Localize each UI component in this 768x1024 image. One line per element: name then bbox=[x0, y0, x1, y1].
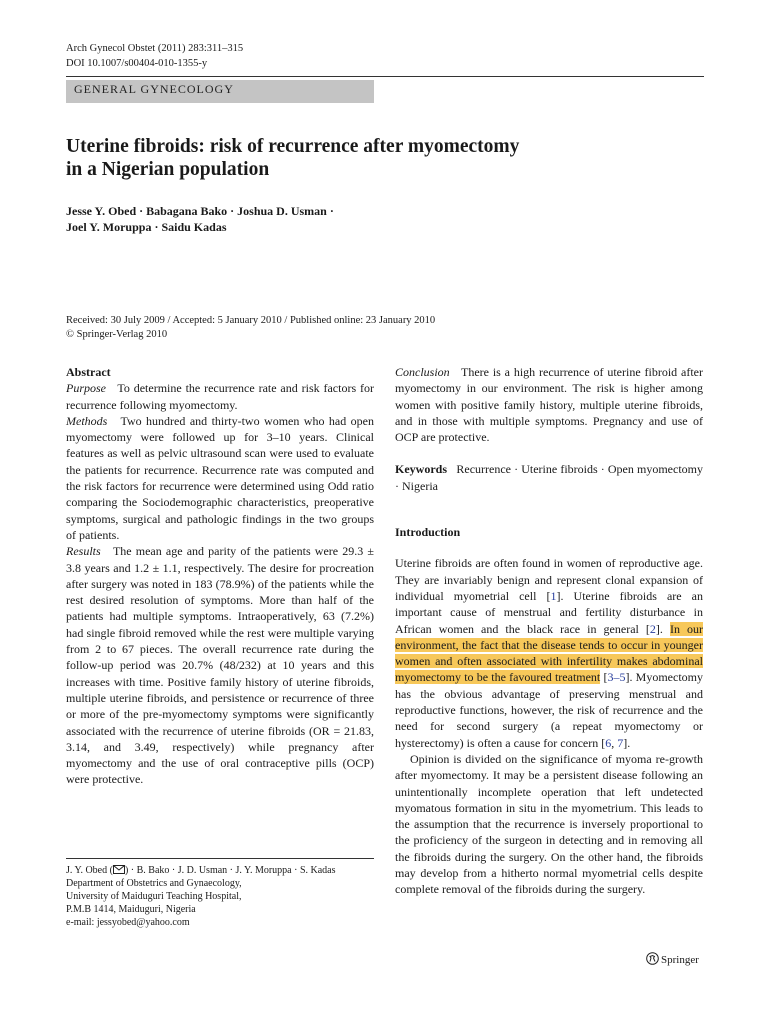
intro-text: Uterine fibroids are often found in women of reproductive age. They are invariably benign and represent clonal expansion of individual myometrial cell [ bbox=[395, 556, 703, 603]
intro-text: , bbox=[611, 735, 618, 750]
envelope-icon bbox=[113, 865, 125, 874]
intro-text: ]. bbox=[623, 735, 631, 750]
author-email[interactable]: e-mail: jessyobed@yahoo.com bbox=[66, 917, 190, 928]
publisher-logo bbox=[646, 952, 699, 967]
journal-header bbox=[66, 41, 243, 71]
intro-text: ]. Uterine fibroids are an important cause of menstrual and fertility disturbance in African women and the black race in general [ bbox=[395, 588, 703, 636]
title-line-2: in a Nigerian population bbox=[66, 159, 270, 180]
footnote-line-2: Department of Obstetrics and Gynaecology, bbox=[66, 878, 242, 889]
title-line-1: Uterine fibroids: risk of recurrence after myomectomy bbox=[66, 136, 520, 157]
article-title bbox=[66, 135, 686, 181]
footnote-line-4: P.M.B 1414, Maiduguri, Nigeria bbox=[66, 904, 196, 915]
authors-line-1: Jesse Y. Obed · Babagana Bako · Joshua D. Usman · bbox=[66, 204, 334, 218]
footnote-line-1 bbox=[66, 864, 374, 877]
journal-citation: Arch Gynecol Obstet (2011) 283:311–315 bbox=[66, 43, 244, 54]
dates-line: Received: 30 July 2009 / Accepted: 5 January 2010 / Published online: 23 January 2010 bbox=[66, 315, 436, 326]
purpose-text: To determine the recurrence rate and risk factors for recurrence following myomectomy. bbox=[66, 381, 374, 412]
results-label: Results bbox=[66, 544, 101, 559]
keywords-label: Keywords bbox=[395, 462, 447, 477]
intro-text: ]. bbox=[655, 621, 670, 636]
reference-link[interactable]: 1 bbox=[550, 588, 557, 603]
abstract-methods bbox=[66, 413, 374, 543]
abstract-column bbox=[66, 364, 374, 788]
keywords-text: Recurrence · Uterine fibroids · Open myomectomy · Nigeria bbox=[395, 462, 703, 493]
keywords bbox=[395, 461, 703, 494]
results-text: The mean age and parity of the patients were 29.3 ± 3.8 years and 1.2 ± 1.1, respectively. The desire for procreation after surgery was noted in 183 (78.9%) of the patients while the rest desired resolution of symptoms. More than half of the patients had multiple symptoms. Intraoperatively, 63 (7.2%) had single fibroid removed while the rest were multiple varying from 2 to 67 pieces. The overall recurrence rate during the follow-up period was 20.7% (48/232) at 10 years and this increases with time. Positive family history of uterine fibroids, multiple uterine fibroids, and persistence or recurrence of three or more of the pre-myomectomy symptoms were significantly associated with the recurrence of uterine fibroids (OR = 21.83, 3.14, and 3.49, respectively) while pregnancy after myomectomy and the use of oral contraceptive pills (OCP) were protective. bbox=[66, 544, 374, 787]
springer-horse-icon bbox=[646, 952, 659, 965]
header-rule bbox=[66, 76, 704, 77]
publisher-name: Springer bbox=[661, 954, 699, 966]
abstract-results bbox=[66, 543, 374, 787]
highlighted-text: In our environment, the fact that the disease tends to occur in younger women and often associated with infertility makes abdominal myomectomy to be the favoured treatment bbox=[395, 621, 704, 685]
publication-dates bbox=[66, 314, 686, 342]
doi: DOI 10.1007/s00404-010-1355-y bbox=[66, 58, 208, 69]
footnote-rule bbox=[66, 858, 374, 859]
authors-line-2: Joel Y. Moruppa · Saidu Kadas bbox=[66, 220, 227, 234]
purpose-label: Purpose bbox=[66, 381, 106, 396]
intro-paragraph-1 bbox=[395, 555, 703, 751]
reference-link[interactable]: 2 bbox=[649, 621, 656, 636]
introduction-heading: Introduction bbox=[395, 525, 461, 540]
footnote-text: J. Y. Obed ( bbox=[66, 865, 113, 876]
footnote-text: ) · B. Bako · J. D. Usman · J. Y. Moruppa · S. Kadas bbox=[124, 865, 336, 876]
intro-paragraph-2: Opinion is divided on the significance of myoma re-growth after myomectomy. It may be a persistent disease following an unintentionally incomplete operation that left undetected myomatous formation in situ in the myometrium. This leads to the assumption that the recurrence is inversely proportional to the proficiency of the surgeon in detecting and in removing all the fibroids during the surgery. On the other hand, the fibroids may develop from a hitherto normal myometrial cells despite complete removal of the fibroids during the surgery. bbox=[395, 751, 703, 897]
conclusion-text: There is a high recurrence of uterine fibroid after myomectomy in our environment. The risk is higher among women with positive family history, multiple uterine fibroids, and in those with multiple symptoms. Pregnancy and use of OCP are protective. bbox=[395, 365, 703, 445]
methods-text: Two hundred and thirty-two women who had open myomectomy were followed up for 3–10 years. Clinical features as well as pelvic ultrasound scan were used to evaluate the patients for recurrence. Recurrence rate was computed and the risk factors for recurrence were determined using Odd ratio comparing the Sociodemographic characteristics, preoperative symptoms, surgical and pathologic findings in the two groups of patients. bbox=[66, 413, 374, 542]
author-list bbox=[66, 203, 686, 235]
copyright-line: © Springer-Verlag 2010 bbox=[66, 329, 168, 340]
section-label: GENERAL GYNECOLOGY bbox=[74, 82, 234, 96]
reference-link[interactable]: 7 bbox=[617, 735, 624, 750]
conclusion-label: Conclusion bbox=[395, 365, 450, 379]
footnote-line-3: University of Maiduguri Teaching Hospital, bbox=[66, 891, 242, 902]
abstract-heading: Abstract bbox=[66, 365, 111, 379]
reference-link[interactable]: 3–5 bbox=[607, 670, 626, 685]
intro-text: ]. Myomectomy has the obvious advantage of preserving menstrual and reproductive functions, however, the risk of recurrence and the need for second surgery (a repeat myomectomy or hysterectomy) is often a cause for concern [ bbox=[395, 670, 704, 750]
reference-link[interactable]: 6 bbox=[605, 735, 612, 750]
methods-label: Methods bbox=[66, 413, 108, 428]
author-affiliation bbox=[66, 864, 374, 929]
intro-text: [ bbox=[600, 670, 608, 685]
abstract-purpose bbox=[66, 380, 374, 413]
abstract-conclusion bbox=[395, 364, 703, 445]
right-column bbox=[395, 364, 703, 898]
